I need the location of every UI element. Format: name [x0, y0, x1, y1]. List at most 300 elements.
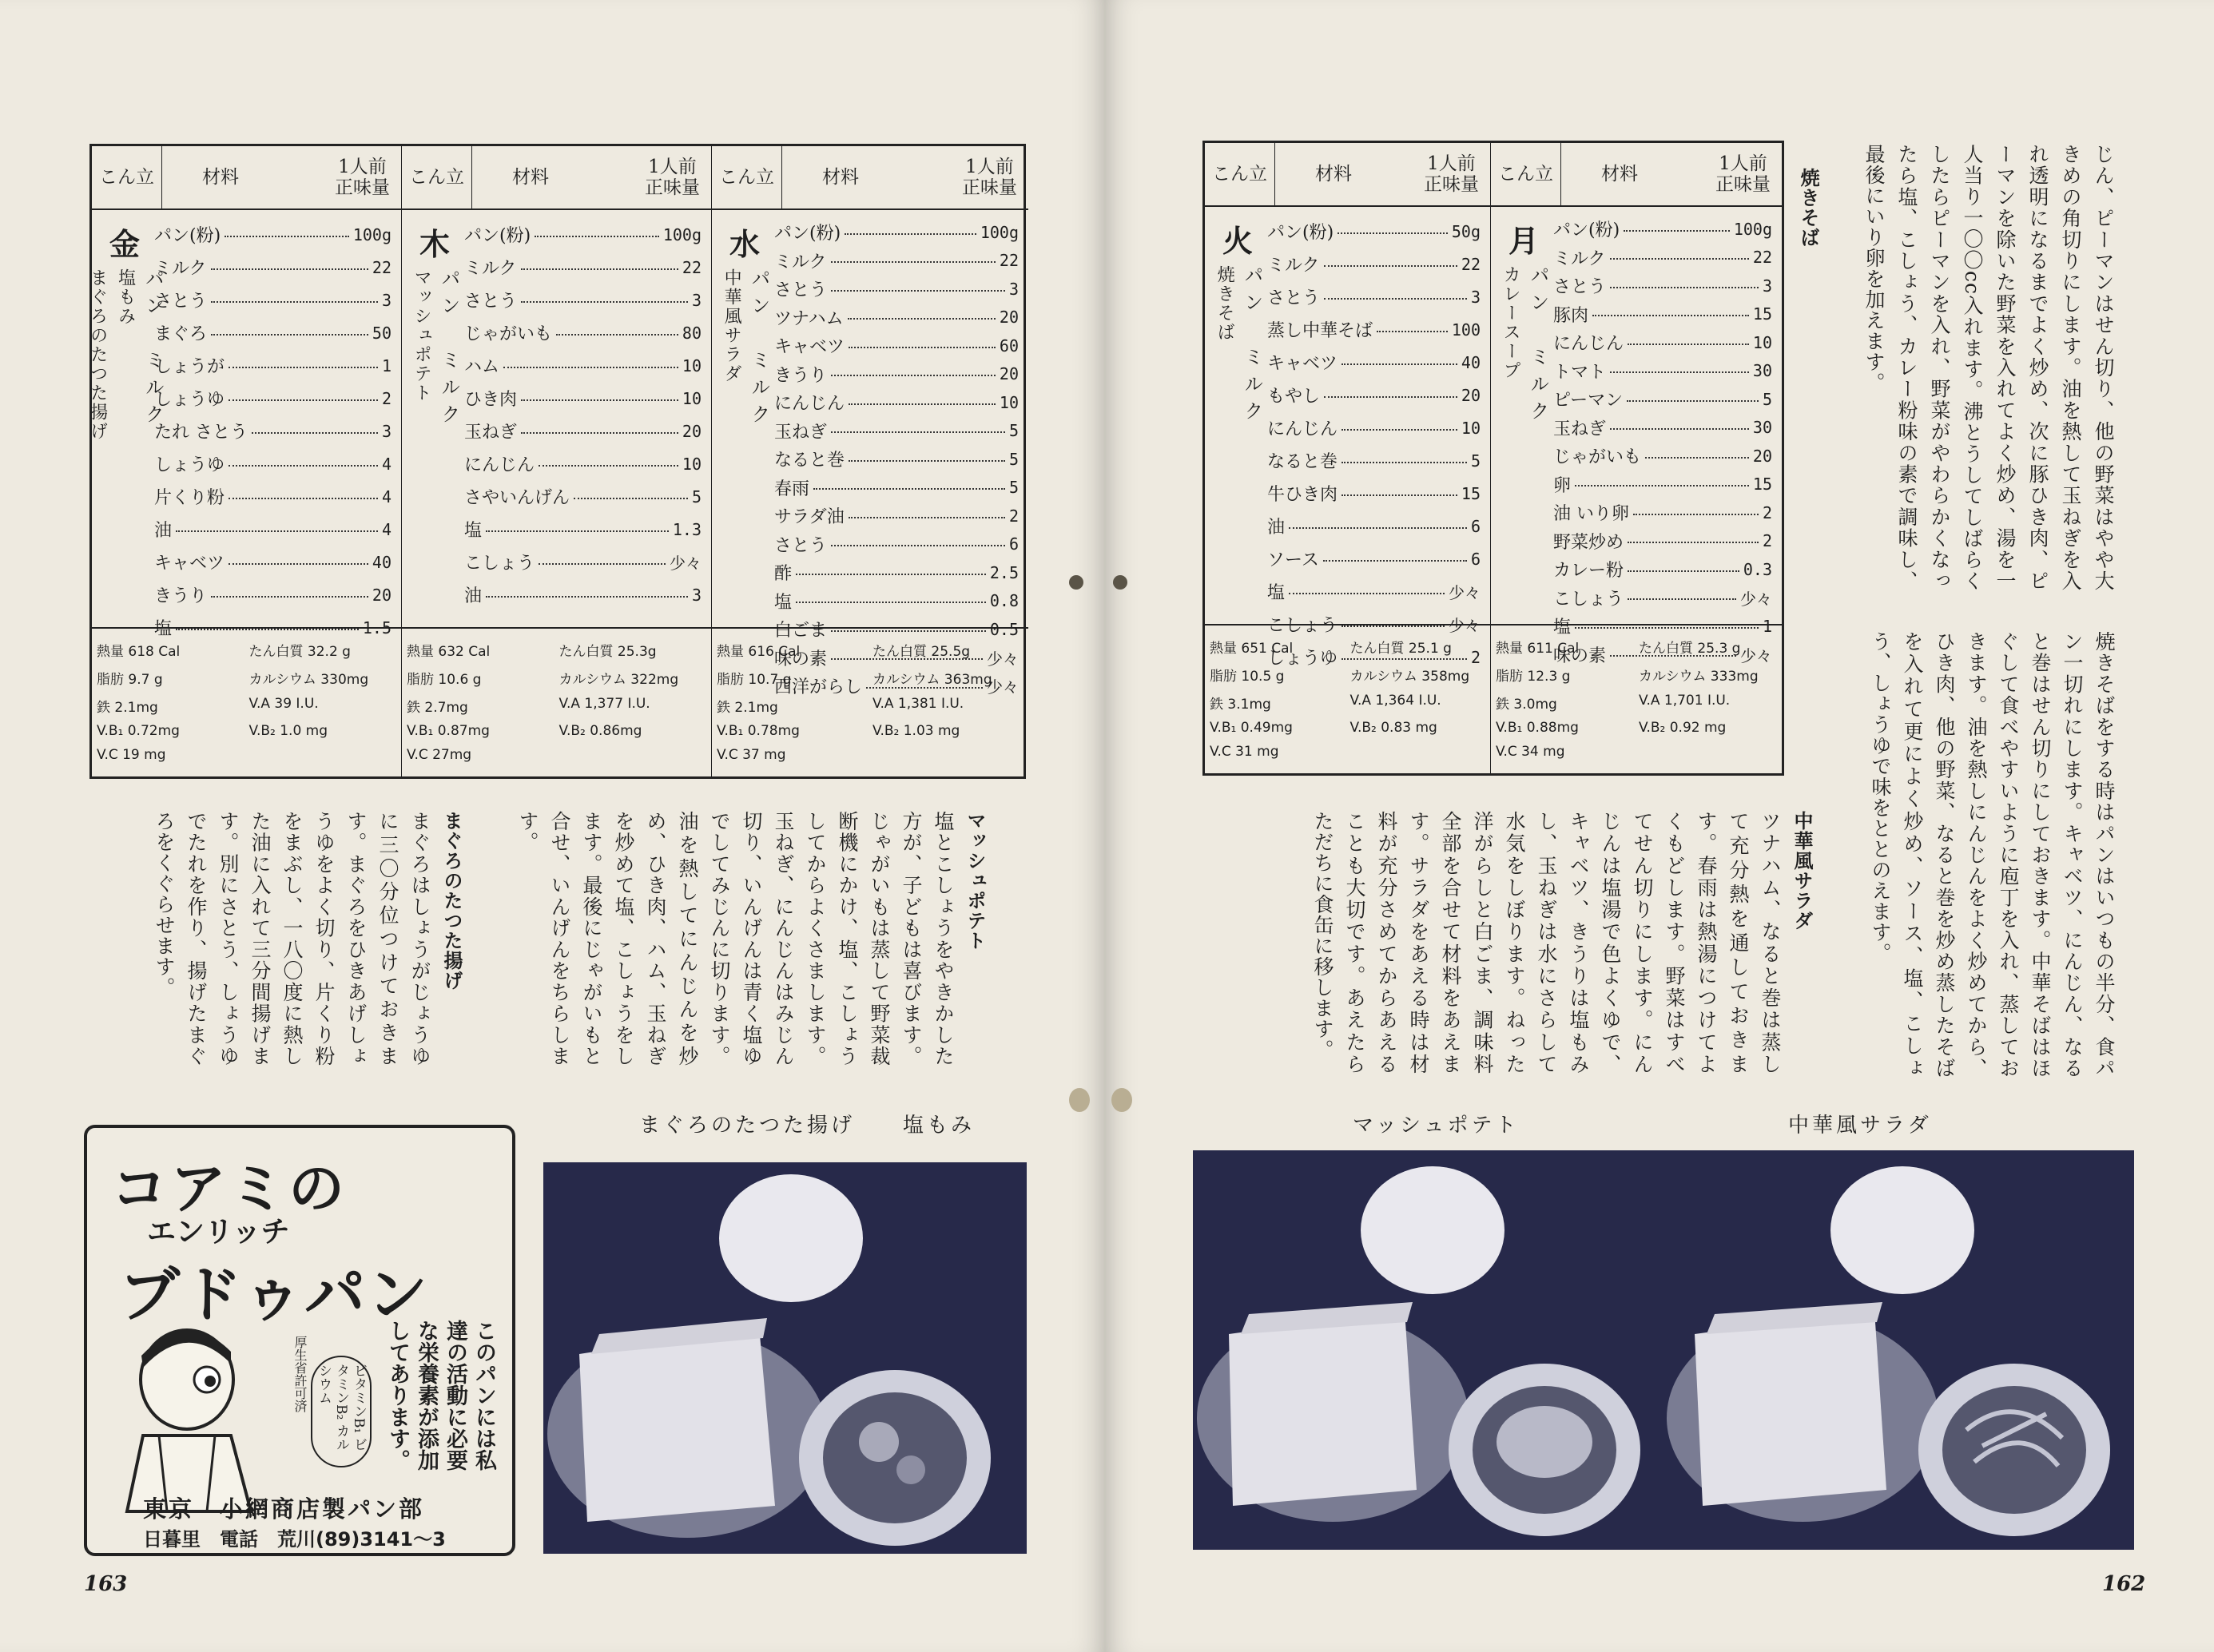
- ingredient-row: [464, 546, 702, 578]
- ingredient-row: [1267, 477, 1481, 510]
- dish-name: まぐろのたつた揚げ: [87, 268, 108, 441]
- leader-dots: [831, 658, 983, 660]
- header-zairyo-label: 材料: [512, 166, 549, 188]
- header-amount-label: 1人前 正味量: [1424, 153, 1479, 195]
- ingredient-row: [1553, 357, 1772, 386]
- ingredient-amount: 10: [1752, 332, 1772, 352]
- leader-dots: [866, 687, 983, 689]
- ingredient-amount: 10: [1461, 418, 1481, 438]
- ingredient-row: [154, 218, 392, 251]
- header-zairyo: [782, 146, 1028, 208]
- leader-dots: [521, 432, 678, 434]
- header-zairyo-label: 材料: [1601, 163, 1638, 185]
- nutrition-value: 鉄 3.0mg: [1496, 696, 1557, 713]
- binding-hole: [1111, 1088, 1132, 1112]
- header-amount-label: 1人前 正味量: [962, 156, 1017, 198]
- ingredient-amount: 50: [372, 323, 392, 343]
- ingredient-amount: 5: [1762, 389, 1772, 409]
- ingredient-row: [774, 644, 1019, 673]
- nutrition-value: 脂肪 10.7 g: [717, 671, 792, 688]
- ingredient-amount: 2: [1762, 531, 1772, 551]
- ingredient-amount: 20: [1752, 446, 1772, 466]
- ingredient-amount: 30: [1752, 361, 1772, 381]
- leader-dots: [1377, 331, 1448, 332]
- ingredient-row: [1553, 555, 1772, 584]
- nutrition-value: [249, 747, 397, 765]
- ingredient-name: しょうゆ: [154, 390, 225, 410]
- ingredient-amount: 4: [381, 486, 392, 506]
- leader-dots: [211, 268, 368, 270]
- leader-dots: [521, 399, 678, 401]
- leader-dots: [1610, 371, 1749, 373]
- ingredient-name: パン(粉): [774, 224, 841, 244]
- ingredient-name: 白ごま: [774, 621, 828, 641]
- nutrition-value: 脂肪 9.7 g: [97, 671, 163, 688]
- ingredient-name: ミルク: [1267, 256, 1320, 276]
- ingredient-amount: 0.3: [1743, 559, 1772, 579]
- ad-tagline: このパンには私達の活動に必要な栄養素が添加してあります。: [385, 1320, 496, 1471]
- ingredient-row: [154, 251, 392, 284]
- ingredient-name: もやし: [1267, 387, 1321, 407]
- leader-dots: [1628, 598, 1736, 600]
- ingredient-name: 塩: [154, 619, 173, 639]
- nutrition-value: 鉄 3.1mg: [1210, 696, 1271, 713]
- ingredient-row: [464, 382, 702, 415]
- ingredient-row: [154, 382, 392, 415]
- leader-dots: [831, 431, 1005, 433]
- ingredient-name: ミルク: [154, 259, 207, 279]
- header-amount-label: 1人前 正味量: [335, 156, 390, 198]
- ingredient-amount: 少々: [1740, 645, 1772, 665]
- ingredient-amount: 2: [1470, 647, 1481, 667]
- ad-permit: 厚生省許可済: [292, 1336, 308, 1412]
- leader-dots: [225, 236, 349, 237]
- ingredient-amount: 10: [682, 355, 702, 375]
- ingredient-amount: 22: [1461, 254, 1481, 274]
- ingredient-name: にんじん: [464, 455, 535, 475]
- ingredient-row: [464, 447, 702, 480]
- nutrition-value: 鉄 2.7mg: [407, 699, 468, 716]
- nutrition-block: [92, 629, 402, 776]
- ingredient-name: キャベツ: [154, 554, 225, 574]
- leader-dots: [845, 233, 976, 235]
- ingredient-name: 野菜炒め: [1553, 532, 1624, 553]
- header-konda: こん立: [92, 146, 162, 208]
- ingredient-list: [774, 218, 1019, 701]
- nutrition-value: カルシウム 363mg: [872, 671, 992, 688]
- ingredient-name: さとう: [1267, 288, 1321, 308]
- ingredient-row: [1553, 300, 1772, 329]
- dish-name: 焼きそば: [1214, 265, 1235, 342]
- ingredient-amount: 0.8: [989, 591, 1019, 611]
- ingredient-row: [1553, 328, 1772, 357]
- leader-dots: [503, 367, 678, 368]
- ingredient-row: [154, 578, 392, 611]
- boy-illustration: [111, 1324, 271, 1515]
- ingredient-row: [774, 615, 1019, 644]
- leader-dots: [486, 530, 669, 532]
- ingredient-name: 春雨: [774, 479, 810, 499]
- leader-dots: [1289, 593, 1445, 594]
- page-number-left: 163: [84, 1572, 128, 1596]
- ingredient-name: 油: [464, 586, 483, 606]
- ingredient-row: [1553, 641, 1772, 669]
- ingredient-name: 玉ねぎ: [464, 423, 518, 443]
- nutrition-value: V.B₁ 0.78mg: [717, 723, 800, 740]
- nutrition-value: V.B₁ 0.88mg: [1496, 720, 1579, 737]
- nutrition-value: 熱量 618 Cal: [97, 644, 181, 660]
- header-konda: こん立: [402, 146, 472, 208]
- menu-name: パン ミルク: [1240, 265, 1263, 428]
- ingredient-amount: 4: [381, 454, 392, 474]
- nutrition-value: V.B₂ 0.83 mg: [1349, 720, 1437, 737]
- nutrition-value: V.C 19 mg: [97, 747, 166, 764]
- leader-dots: [1342, 462, 1467, 463]
- nutrition-value: たん白質 25.1 g: [1349, 641, 1452, 657]
- ingredient-row: [1553, 527, 1772, 556]
- dish-names: [85, 268, 165, 441]
- ingredient-amount: 5: [1008, 421, 1019, 441]
- ingredient-name: カレー粉: [1553, 561, 1624, 582]
- ingredient-row: [774, 417, 1019, 446]
- nutrition-value: たん白質 25.3g: [558, 644, 657, 660]
- ingredient-name: 油: [154, 521, 173, 541]
- ingredient-row: [1553, 498, 1772, 527]
- binding-hole: [1113, 575, 1127, 590]
- ingredient-amount: 5: [1470, 451, 1481, 471]
- recipe-title-maguro: まぐろのたつた揚げ: [440, 811, 463, 991]
- ingredient-amount: 10: [999, 392, 1019, 412]
- ingredient-list: [1553, 215, 1772, 669]
- ingredient-name: 塩: [774, 592, 793, 613]
- header-zairyo: [1275, 143, 1491, 205]
- ingredient-amount: 5: [1008, 478, 1019, 498]
- leader-dots: [229, 498, 378, 499]
- photo-image: [1663, 1150, 2134, 1550]
- leader-dots: [211, 596, 368, 598]
- ingredient-row: [1267, 510, 1481, 542]
- ingredient-list: [1267, 215, 1481, 673]
- leader-dots: [1338, 232, 1448, 234]
- ingredient-amount: 1.5: [362, 618, 392, 637]
- leader-dots: [831, 290, 1005, 292]
- ingredient-amount: 15: [1461, 483, 1481, 503]
- ingredient-amount: 5: [1008, 449, 1019, 469]
- ingredient-amount: 50g: [1451, 221, 1481, 241]
- menu-name: パン ミルク: [1526, 265, 1549, 428]
- leader-dots: [831, 630, 986, 632]
- ingredient-row: [1267, 542, 1481, 575]
- ingredient-amount: 0.5: [989, 619, 1019, 639]
- ingredient-name: パン(粉): [464, 226, 531, 246]
- leader-dots: [1342, 429, 1457, 431]
- ingredient-amount: 少々: [1449, 583, 1481, 602]
- ingredient-amount: 10: [682, 454, 702, 474]
- leader-dots: [1610, 258, 1749, 260]
- recipe-body-mashed-potato: 塩とこしょうをやきかした方が、子どもは喜びます。じゃがいもは蒸して野菜裁断機にかけ、塩、こしょうしてからよくさまします。玉ねぎ、にんじんはみじん切り、いんげんは青く塩ゆでしてみじんに切ります。油を熱してにんじんを炒め、ひき肉、ハム、玉ねぎを炒めて塩、こしょうをします。最後にじゃがいもと合せ、いんげんをちらします。: [516, 811, 955, 1066]
- ingredient-row: [154, 349, 392, 382]
- leader-dots: [1575, 485, 1749, 486]
- leader-dots: [229, 465, 378, 467]
- leader-dots: [1324, 265, 1457, 267]
- recipe-body-salad: ツナハム、なると巻は蒸して充分熱を通しておきます。春雨は熱湯につけてよくもどします。野菜はすべてせん切りにします。にんじんは塩湯で色よくゆで、キャベツ、きうりは塩もみし、玉ねぎは水にさらして水気をしぼります。ねった洋がらしと白ごま、調味料全部を合せて材料をあえます。サラダをあえる時は材料が充分さめてからあえることも大切です。あえたらただちに食缶に移します。: [1311, 811, 1782, 1074]
- text-mashed-potato: [479, 811, 991, 1066]
- leader-dots: [521, 301, 688, 303]
- ingredient-row: [464, 349, 702, 382]
- ingredient-amount: 60: [999, 336, 1019, 355]
- leader-dots: [849, 517, 1005, 518]
- photo-caption-left: まぐろのたつた揚げ 塩もみ: [639, 1114, 976, 1138]
- ingredient-name: さとう: [774, 535, 828, 556]
- ingredient-name: 味の素: [1553, 645, 1607, 666]
- leader-dots: [252, 432, 378, 434]
- ingredient-amount: 1: [381, 355, 392, 375]
- leader-dots: [1628, 344, 1749, 345]
- dish-names: [409, 268, 460, 431]
- binding-hole: [1069, 575, 1083, 590]
- ad-company: 東京 小網商店製パン部: [143, 1495, 425, 1523]
- ingredient-row: [1553, 612, 1772, 641]
- ingredient-row: [1267, 313, 1481, 346]
- header-konda: こん立: [1491, 143, 1561, 205]
- ingredient-name: トマト: [1553, 362, 1607, 383]
- ingredient-name: キャベツ: [774, 337, 845, 358]
- leader-dots: [1592, 315, 1749, 316]
- nutrition-value: たん白質 25.5g: [872, 644, 971, 660]
- menu-name: パン ミルク: [747, 268, 770, 431]
- dish-names: [719, 268, 770, 431]
- ingredient-amount: 少々: [987, 677, 1019, 697]
- header-zairyo: [472, 146, 712, 208]
- ingredient-amount: 100g: [662, 224, 702, 244]
- nutrition-value: V.B₁ 0.49mg: [1210, 720, 1293, 737]
- ingredient-amount: 3: [691, 585, 702, 605]
- table-header: [1205, 143, 1782, 207]
- ingredient-amount: 3: [381, 290, 392, 310]
- ingredient-name: キャベツ: [1267, 354, 1338, 374]
- photo-caption-salad: 中華風サラダ: [1788, 1114, 1932, 1138]
- leader-dots: [574, 498, 688, 499]
- day-column: [87, 210, 402, 639]
- ingredient-amount: 6: [1008, 534, 1019, 554]
- ingredient-name: じゃがいも: [1553, 447, 1642, 468]
- day-label: [1499, 216, 1548, 428]
- day-label: [87, 220, 165, 441]
- nutrition-value: V.A 1,364 I.U.: [1349, 692, 1441, 709]
- ingredient-amount: 100g: [1733, 219, 1772, 239]
- leader-dots: [556, 334, 678, 336]
- ingredient-row: [774, 247, 1019, 276]
- leader-dots: [521, 268, 678, 270]
- ingredient-name: 豚肉: [1553, 305, 1589, 326]
- ingredient-amount: 15: [1752, 304, 1772, 324]
- ingredient-row: [1553, 215, 1772, 244]
- ingredient-row: [774, 502, 1019, 530]
- menu-name: パン ミルク: [437, 268, 460, 431]
- table-header: [92, 146, 1028, 210]
- recipe-body-maguro: まぐろはしょうがじょうゆに三〇分位つけておきます。まぐろをひきあげしょうゆをよく切り、片くり粉をまぶし、一八〇度に熱した油に入れて三分間揚げます。別にさとう、しょうゆでたれを作り、揚げたまぐろをくぐらせます。: [153, 811, 431, 1066]
- leader-dots: [229, 399, 378, 401]
- ingredient-amount: 少々: [670, 554, 702, 573]
- ingredient-name: 酢: [774, 564, 793, 585]
- nutrition-block: [1205, 625, 1491, 773]
- ingredient-amount: 20: [999, 308, 1019, 328]
- ad-product: ブドゥパン: [119, 1259, 430, 1330]
- ingredient-name: しょうゆ: [1267, 649, 1338, 669]
- photo-image: [543, 1162, 1027, 1554]
- ingredient-row: [154, 546, 392, 578]
- ingredient-amount: 1: [1762, 616, 1772, 636]
- ingredient-row: [1553, 414, 1772, 443]
- ingredient-row: [1267, 248, 1481, 280]
- ingredient-amount: 2: [1762, 502, 1772, 522]
- left-page: [0, 0, 1105, 1652]
- ingredient-row: [774, 474, 1019, 502]
- photo-caption-mashed-potato: マッシュポテト: [1353, 1114, 1520, 1138]
- nutrition-value: 鉄 2.1mg: [97, 699, 158, 716]
- nutrition-value: V.C 31 mg: [1210, 744, 1279, 760]
- header-konda: こん立: [1205, 143, 1275, 205]
- nutrition-value: 熱量 632 Cal: [407, 644, 491, 660]
- ingredient-name: さとう: [774, 280, 828, 301]
- leader-dots: [539, 563, 666, 565]
- ingredient-row: [154, 415, 392, 447]
- ingredient-amount: 3: [1008, 279, 1019, 299]
- leader-dots: [1627, 400, 1759, 402]
- ingredient-name: こしょう: [1267, 616, 1338, 636]
- leader-dots: [1342, 494, 1457, 496]
- ingredient-name: パン(粉): [1553, 220, 1620, 241]
- ingredient-name: さとう: [154, 292, 208, 312]
- header-amount-label: 1人前 正味量: [645, 156, 700, 198]
- ingredient-row: [1267, 575, 1481, 608]
- ingredient-amount: 30: [1752, 418, 1772, 438]
- ingredient-name: しょうが: [154, 357, 225, 377]
- ingredient-row: [774, 445, 1019, 474]
- ingredient-name: 玉ねぎ: [774, 422, 828, 443]
- ingredient-name: しょうゆ: [154, 455, 225, 475]
- ingredient-amount: 100g: [980, 222, 1019, 242]
- leader-dots: [831, 545, 1005, 546]
- day-label: [410, 220, 459, 431]
- ingredient-row: [774, 332, 1019, 360]
- ingredient-amount: 2: [381, 388, 392, 408]
- nutrition-value: たん白質 25.3 g: [1639, 641, 1741, 657]
- ingredient-amount: 20: [372, 585, 392, 605]
- photo-image: [1193, 1150, 1666, 1550]
- nutrition-value: 熱量 611 Cal: [1496, 641, 1580, 657]
- ingredient-amount: 少々: [1740, 589, 1772, 609]
- day-label: [720, 220, 769, 431]
- ingredient-amount: 40: [1461, 352, 1481, 372]
- leader-dots: [813, 488, 1005, 490]
- ingredient-name: なると巻: [774, 451, 845, 471]
- leader-dots: [831, 375, 996, 376]
- ingredient-amount: 40: [372, 552, 392, 572]
- ingredient-name: ミルク: [464, 259, 517, 279]
- header-zairyo: [162, 146, 402, 208]
- ingredient-name: こしょう: [1553, 589, 1624, 610]
- text-maguro: [84, 811, 467, 1066]
- nutrition-value: 脂肪 12.3 g: [1496, 668, 1571, 685]
- text-yakisoba-title: [1792, 168, 1824, 328]
- photo-maguro-shiomomi: [543, 1162, 1027, 1554]
- recipe-body-curry-soup: じん、ピーマンはせん切り、他の野菜はやや大きめの角切りにします。油を熱して玉ねぎを入れ透明になるまでよく炒め、次に豚ひき肉、ピーマンを除いた野菜を入れてよく炒め、湯を一人当り一〇〇cc入れます。沸とうしてしばらくしたらピーマンを入れ、野菜がやわらかくなったら塩、こしょう、カレー粉味の素で調味し、最後にいり卵を加えます。: [1862, 144, 2115, 591]
- ingredient-name: きうり: [154, 586, 208, 606]
- ingredient-name: ソース: [1267, 550, 1319, 570]
- ingredient-row: [154, 284, 392, 316]
- leader-dots: [849, 347, 996, 348]
- nutrition-value: V.B₂ 0.86mg: [558, 723, 642, 740]
- text-yakisoba: [1816, 631, 2120, 1078]
- header-zairyo-label: 材料: [202, 166, 239, 188]
- leader-dots: [229, 563, 368, 565]
- ingredient-amount: 3: [1762, 276, 1772, 296]
- nutrition-value: V.B₁ 0.72mg: [97, 723, 180, 740]
- nutrition-value: V.A 1,381 I.U.: [872, 695, 964, 712]
- leader-dots: [1324, 298, 1467, 300]
- ingredient-amount: 6: [1470, 549, 1481, 569]
- ingredient-row: [774, 275, 1019, 304]
- ingredient-name: 塩: [1553, 618, 1572, 638]
- nutrition-value: V.B₂ 1.03 mg: [872, 723, 960, 740]
- day-name: 月: [1508, 223, 1539, 259]
- ingredient-row: [774, 218, 1019, 247]
- dish-name: 塩もみ: [115, 268, 136, 326]
- ingredient-row: [1553, 272, 1772, 300]
- ingredient-row: [774, 587, 1019, 616]
- ingredient-name: たれ さとう: [154, 423, 248, 443]
- nutrition-value: V.A 39 I.U.: [248, 695, 319, 712]
- ingredient-name: なると巻: [1267, 452, 1338, 472]
- ad-address: 日暮里 電話 荒川(89)3141〜3: [143, 1528, 446, 1551]
- ingredient-row: [1553, 385, 1772, 414]
- ingredient-name: 牛ひき肉: [1267, 485, 1338, 505]
- ingredient-name: にんじん: [1553, 334, 1624, 355]
- header-zairyo-label: 材料: [822, 166, 859, 188]
- ingredient-row: [464, 316, 702, 349]
- ingredient-name: 油 いり卵: [1553, 504, 1629, 525]
- recipe-title-salad: 中華風サラダ: [1791, 811, 1814, 931]
- ingredient-name: 玉ねぎ: [1553, 419, 1607, 439]
- ingredient-row: [1553, 442, 1772, 471]
- ingredient-row: [1553, 244, 1772, 272]
- nutrition-value: カルシウム 322mg: [558, 671, 679, 688]
- dish-names: [1212, 265, 1263, 428]
- ingredient-row: [464, 578, 702, 611]
- nutrition-value: V.A 1,701 I.U.: [1639, 692, 1731, 709]
- ingredient-amount: 3: [1470, 287, 1481, 307]
- ingredient-row: [154, 480, 392, 513]
- nutrition-value: V.C 37 mg: [717, 747, 786, 764]
- leader-dots: [486, 596, 688, 598]
- leader-dots: [1624, 230, 1730, 232]
- ingredient-row: [774, 672, 1019, 701]
- leader-dots: [539, 465, 678, 467]
- leader-dots: [1575, 627, 1759, 629]
- ingredient-amount: 少々: [987, 649, 1019, 669]
- header-zairyo-label: 材料: [1315, 163, 1352, 185]
- ingredient-name: 塩: [464, 521, 483, 541]
- ingredient-amount: 100g: [352, 224, 392, 244]
- leader-dots: [1289, 527, 1467, 529]
- nutrition-value: 熱量 651 Cal: [1210, 641, 1294, 657]
- nutrition-value: たん白質 32.2 g: [248, 644, 351, 660]
- leader-dots: [229, 367, 378, 368]
- ingredient-amount: 3: [381, 421, 392, 441]
- leader-dots: [1628, 570, 1739, 572]
- menu-table-right: [1202, 141, 1784, 776]
